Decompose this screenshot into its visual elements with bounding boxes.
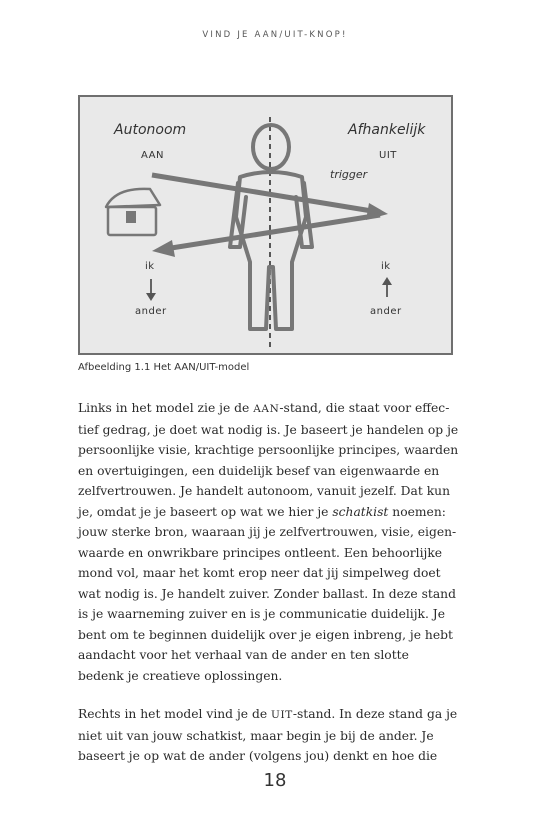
text-line: jouw sterke bron, waaraan jij je zelfvertrouwen, visie, eigen- <box>78 525 457 539</box>
text-line: wat nodig is. Je handelt zuiver. Zonder ballast. In deze stand <box>78 586 456 601</box>
treasure-chest-icon <box>106 189 160 235</box>
text-line <box>78 502 464 523</box>
text-line: is je waarneming zuiver en is je communicatie duidelijk. Je <box>78 607 445 621</box>
text-line: niet uit van jouw schatkist, maar begin je bij de ander. Je <box>78 728 434 743</box>
text-fragment: -stand. In deze stand ga je <box>292 707 458 721</box>
text-line: en overtuigingen, een duidelijk besef van eigenwaarde en <box>78 463 440 478</box>
label-afhankelijk: Afhankelijk <box>348 122 426 138</box>
small-caps-term: AAN <box>253 403 280 415</box>
arrow-left <box>152 215 380 257</box>
body-text <box>78 398 464 785</box>
label-ik-left: ik <box>145 261 155 272</box>
figure-aan-uit-model <box>78 95 453 355</box>
text-fragment: Rechts in het model vind je de <box>78 707 272 721</box>
italic-term: schatkist <box>332 504 389 519</box>
text-line: mond vol, maar het komt erop neer dat jij simpelweg doet <box>78 566 441 580</box>
text-line: baseert je op wat de ander (volgens jou) denkt en hoe die <box>78 749 438 763</box>
arrow-up-icon <box>382 277 392 297</box>
text-line <box>78 398 464 420</box>
label-uit: UIT <box>379 150 397 161</box>
label-ander-left: ander <box>135 306 167 317</box>
page-number: 18 <box>263 770 287 791</box>
label-autonoom: Autonoom <box>114 122 187 138</box>
label-ander-right: ander <box>370 306 402 317</box>
text-line: bent om te beginnen duidelijk over je eigen inbreng, je hebt <box>78 627 453 642</box>
label-aan: AAN <box>141 150 164 161</box>
text-line: waarde en onwrikbare principes ontleent. Een behoorlijke <box>78 545 443 560</box>
text-line <box>78 704 464 726</box>
running-head: VIND JE AAN/UIT-KNOP! <box>202 30 348 40</box>
figure-caption: Afbeelding 1.1 Het AAN/UIT-model <box>78 362 250 373</box>
text-line: bedenk je creatieve oplossingen. <box>78 668 283 683</box>
text-fragment: je, omdat je je baseert op wat we hier je <box>78 504 333 519</box>
text-line: zelfvertrouwen. Je handelt autonoom, vanuit jezelf. Dat kun <box>78 484 450 498</box>
text-fragment: Links in het model zie je de <box>78 401 254 415</box>
small-caps-term: UIT <box>271 709 293 721</box>
paragraph-1 <box>78 398 464 686</box>
text-fragment: -stand, die staat voor effec- <box>279 401 450 415</box>
paragraph-2 <box>78 704 464 767</box>
text-line: persoonlijke visie, krachtige persoonlijke principes, waarden <box>78 443 459 457</box>
text-line: tief gedrag, je doet wat nodig is. Je baseert je handelen op je <box>78 422 459 437</box>
label-ik-right: ik <box>381 261 391 272</box>
text-fragment: noemen: <box>388 504 446 519</box>
text-line: aandacht voor het verhaal van de ander en ten slotte <box>78 648 409 662</box>
label-trigger: trigger <box>330 168 368 181</box>
arrow-down-icon <box>146 279 156 301</box>
